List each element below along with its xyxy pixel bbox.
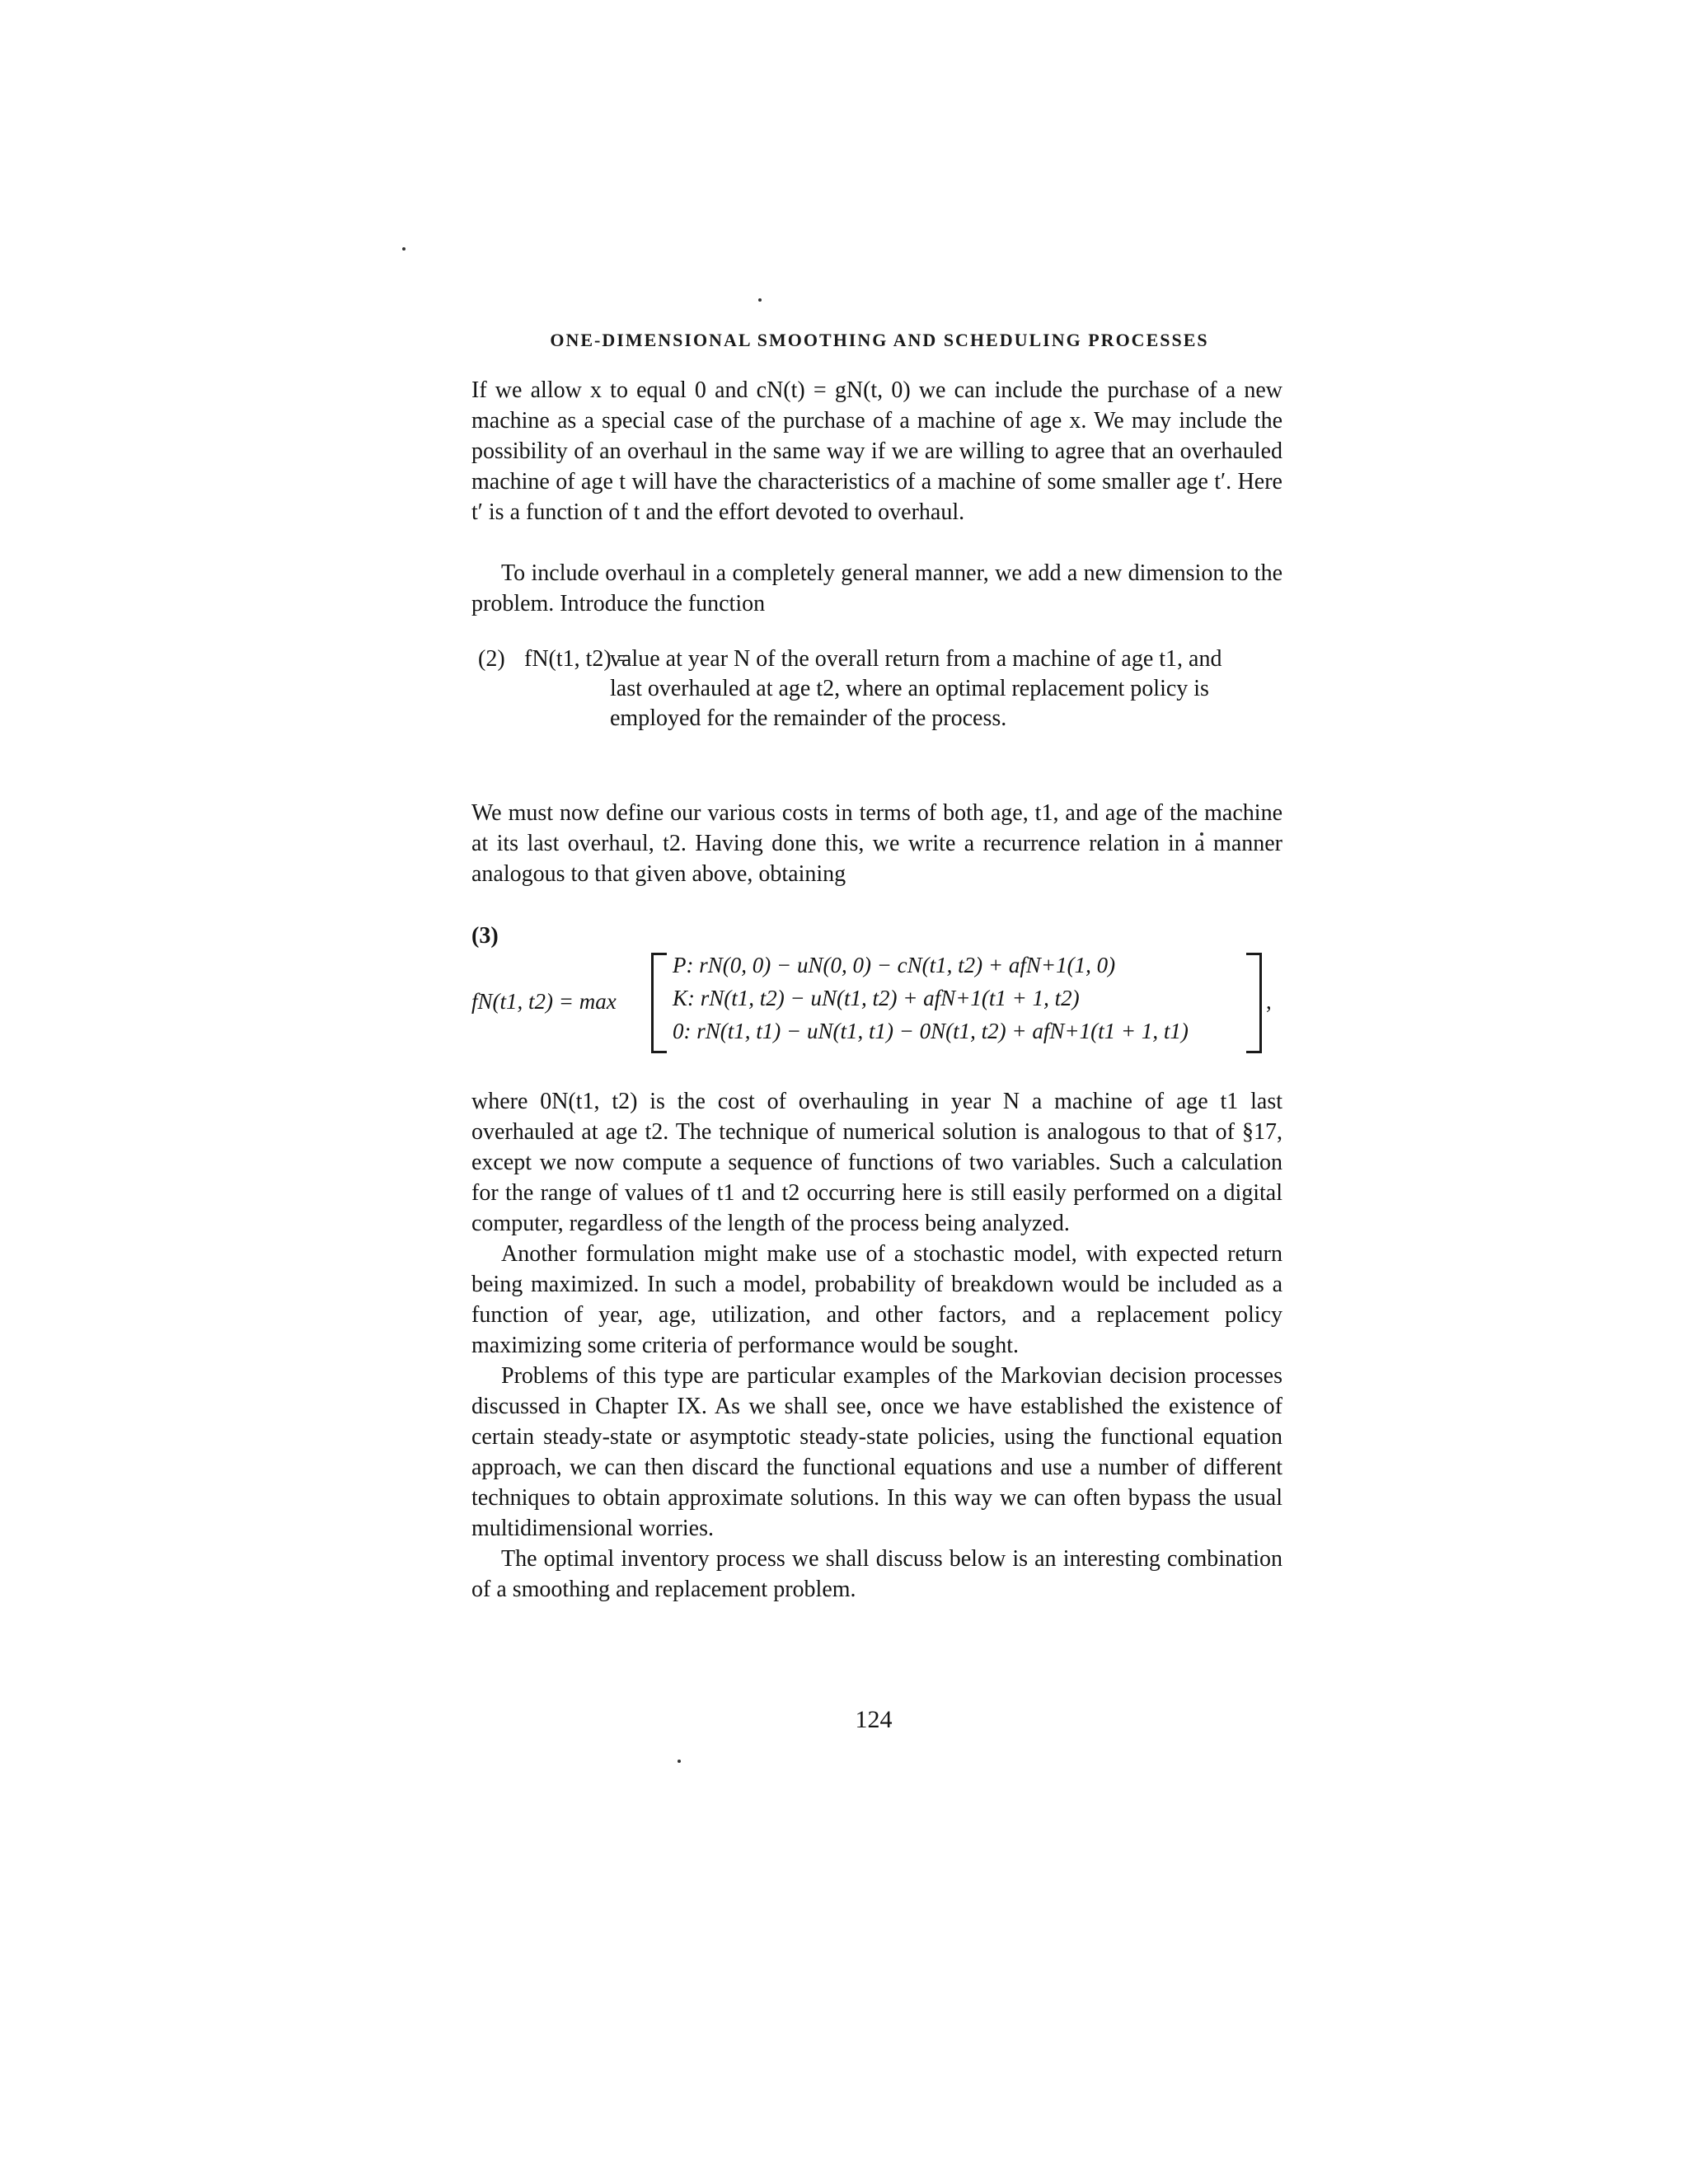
paragraph-text: To include overhaul in a completely general manner, we add a new dimension to the problem. Introduce the function <box>471 560 1282 616</box>
scan-speck <box>402 247 406 251</box>
left-bracket <box>651 953 667 1053</box>
paragraph-1 <box>471 375 1282 527</box>
equation-number: (2) <box>478 646 505 672</box>
paragraph-block <box>471 1086 1282 1605</box>
paragraph-5: Another formulation might make use of a stochastic model, with expected return being maximized. In such a model, probability of breakdown would be included as a function of year, age, utilization, and other factors, and a replacement policy maximizing some criteria of performance would be sought. <box>471 1241 1282 1358</box>
right-bracket <box>1246 953 1262 1053</box>
scan-speck <box>678 1760 681 1763</box>
equation-comma: , <box>1266 989 1272 1014</box>
running-header: ONE-DIMENSIONAL SMOOTHING AND SCHEDULING PROCESSES <box>550 330 1209 350</box>
paragraph-text: If we allow x to equal 0 and cN(t) = gN(t, 0) we can include the purchase of a new machine as a special case of the purchase of a machine of age x. We may include the possibility of an overhaul in the same way if we are willing to agree that an overhauled machine of age t will have the characteristics of a machine of some smaller age t′. Here t′ is a function of t and the effort devoted to overhaul. <box>471 377 1282 525</box>
equation-row-overhaul: 0: rN(t1, t1) − uN(t1, t1) − 0N(t1, t2) + afN+1(t1 + 1, t1) <box>673 1019 1189 1043</box>
definition-lhs: fN(t1, t2) = <box>524 646 631 672</box>
scan-speck <box>758 298 762 302</box>
paragraph-3 <box>471 798 1282 889</box>
paragraph-2 <box>471 558 1282 619</box>
recurrence-equation <box>471 949 1296 1053</box>
paragraph-7: The optimal inventory process we shall discuss below is an interesting combination of a smoothing and replacement problem. <box>471 1546 1282 1602</box>
equation-row-purchase: P: rN(0, 0) − uN(0, 0) − cN(t1, t2) + afN+1(1, 0) <box>673 953 1116 977</box>
definition-body: value at year N of the overall return from a machine of age t1, and last overhauled at age t2, where an optimal replacement policy is employed for the remainder of the process. <box>610 646 1222 731</box>
page-number: 124 <box>855 1706 893 1733</box>
paragraph-text: We must now define our various costs in terms of both age, t1, and age of the machine at its last overhaul, t2. Having done this, we write a recurrence relation in a manner analogous to that given above, obtaining <box>471 800 1282 887</box>
equation-number: (3) <box>471 923 499 949</box>
equation-row-keep: K: rN(t1, t2) − uN(t1, t2) + afN+1(t1 + 1, t2) <box>673 986 1080 1010</box>
paragraph-6: Problems of this type are particular examples of the Markovian decision processes discussed in Chapter IX. As we shall see, once we have established the existence of certain steady-state or asymptotic steady-state policies, using the functional equation approach, we can then discard the functional equations and use a number of different techniques to obtain approximate solutions. In this way we can often bypass the usual multidimensional worries. <box>471 1363 1282 1541</box>
equation-lhs: fN(t1, t2) = max <box>471 989 617 1014</box>
paragraph-4: where 0N(t1, t2) is the cost of overhauling in year N a machine of age t1 last overhauled at age t2. The technique of numerical solution is analogous to that of §17, except we now compute a sequence of functions of two variables. Such a calculation for the range of values of t1 and t2 occurring here is still easily performed on a digital computer, regardless of the length of the process being analyzed. <box>471 1089 1282 1236</box>
